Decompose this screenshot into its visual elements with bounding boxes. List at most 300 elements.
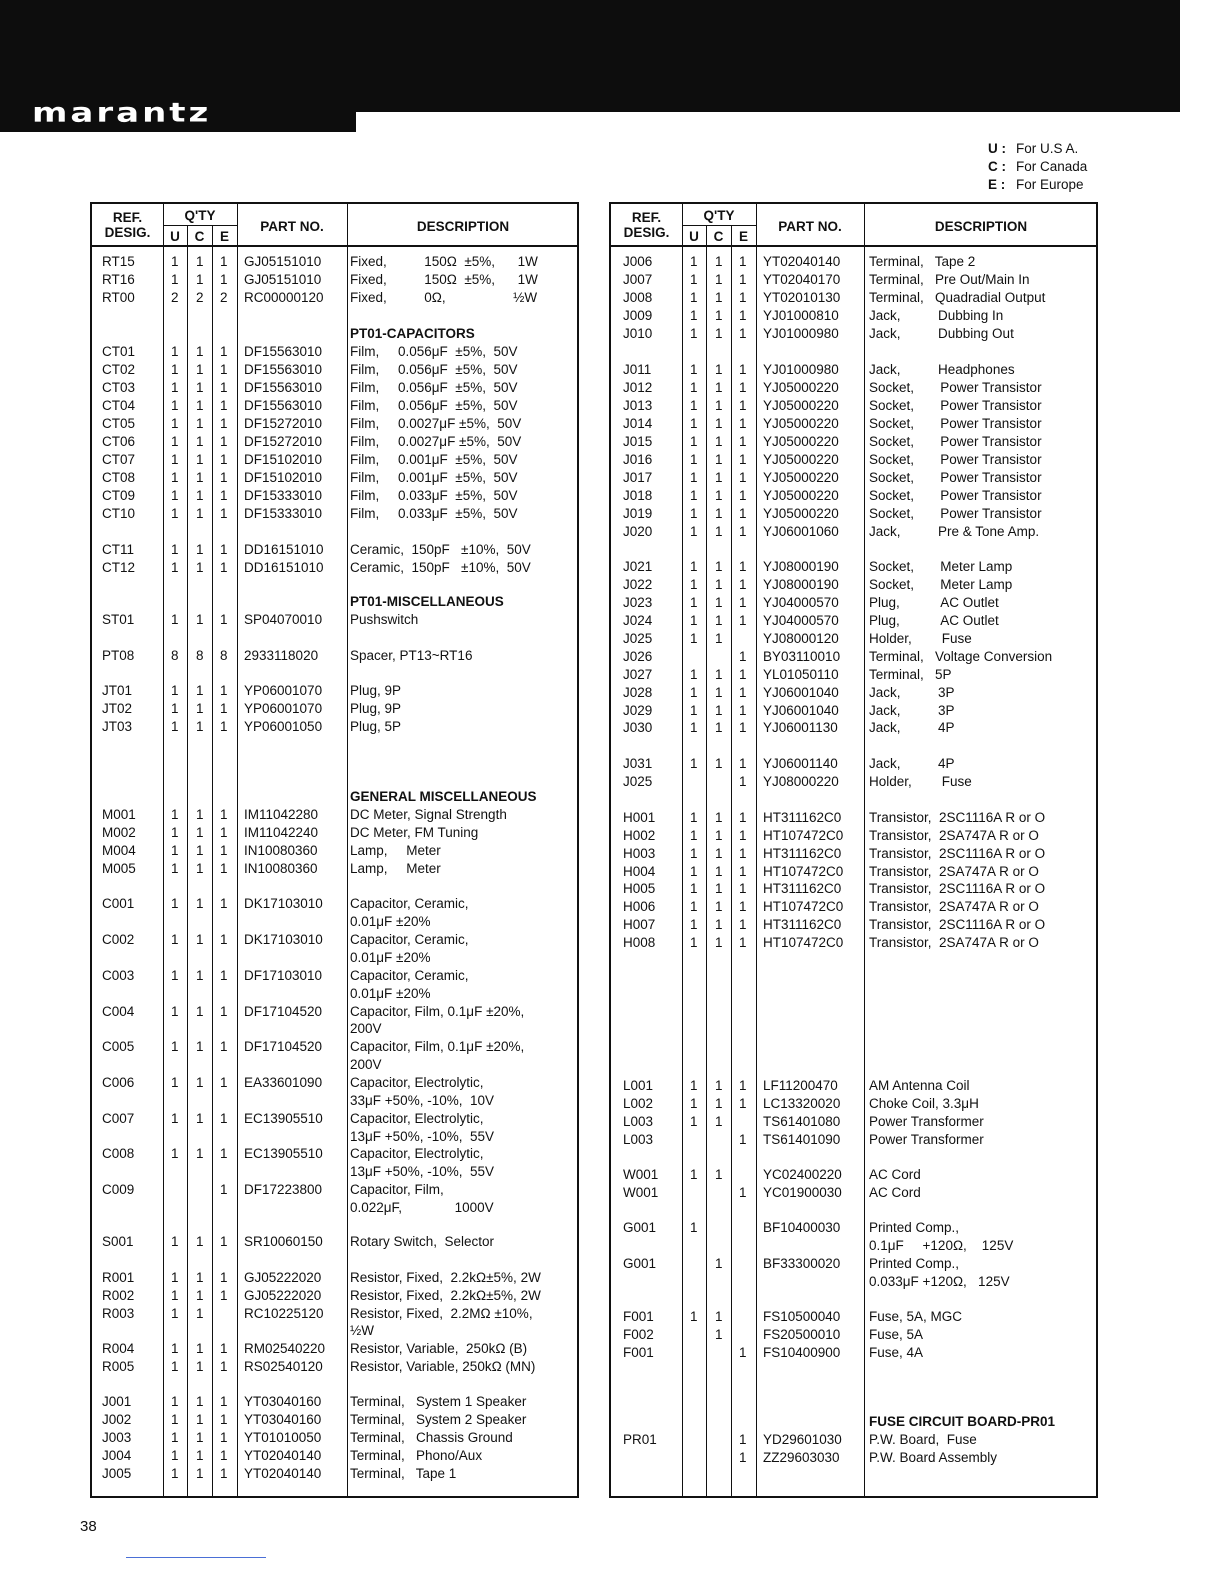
- header-desig: DESIG.: [623, 225, 670, 240]
- cell-part-no: HT107472C0: [763, 828, 844, 843]
- cell-qty-u: 1: [171, 488, 179, 503]
- table-row: [611, 379, 1096, 397]
- table-row: [92, 985, 577, 1003]
- cell-part-no: YC01900030: [763, 1185, 842, 1200]
- cell-qty-u: 1: [171, 434, 179, 449]
- table-row: [611, 576, 1096, 594]
- cell-qty-e: 1: [739, 1432, 747, 1447]
- cell-qty-e: 1: [739, 506, 747, 521]
- cell-qty-c: 1: [196, 701, 204, 716]
- cell-ref: CT10: [102, 506, 136, 521]
- cell-qty-e: 1: [739, 308, 747, 323]
- cell-description: Terminal, Phono/Aux: [350, 1448, 483, 1463]
- cell-qty-c: 1: [715, 380, 723, 395]
- cell-qty-e: 1: [739, 1096, 747, 1111]
- cell-ref: JT03: [102, 719, 133, 734]
- cell-qty-u: 1: [171, 1270, 179, 1285]
- table-row: [611, 451, 1096, 469]
- table-row: [92, 949, 577, 967]
- cell-qty-c: 1: [196, 272, 204, 287]
- table-row: [611, 934, 1096, 952]
- table-row: [611, 898, 1096, 916]
- cell-qty-u: 1: [171, 612, 179, 627]
- table-row: [611, 666, 1096, 684]
- table-row: [92, 1358, 577, 1376]
- cell-ref: C007: [102, 1111, 135, 1126]
- cell-qty-u: 1: [171, 1430, 179, 1445]
- cell-qty-u: 1: [171, 861, 179, 876]
- cell-description: PT01-MISCELLANEOUS: [350, 594, 504, 609]
- cell-qty-u: 1: [171, 344, 179, 359]
- table-row: [92, 1128, 577, 1146]
- cell-qty-c: 1: [715, 452, 723, 467]
- cell-qty-u: 1: [690, 434, 698, 449]
- cell-qty-u: 1: [690, 416, 698, 431]
- cell-ref: R001: [102, 1270, 135, 1285]
- cell-qty-u: 1: [171, 1448, 179, 1463]
- cell-ref: J012: [623, 380, 653, 395]
- cell-description: Transistor, 2SA747A R or O: [869, 828, 1039, 843]
- header-u: U: [689, 229, 699, 244]
- cell-ref: W001: [623, 1185, 659, 1200]
- cell-qty-c: 1: [715, 703, 723, 718]
- table-row: [92, 1199, 577, 1217]
- cell-part-no: DK17103010: [244, 896, 323, 911]
- cell-qty-c: 1: [715, 810, 723, 825]
- table-row: [611, 1326, 1096, 1344]
- cell-qty-c: 1: [196, 542, 204, 557]
- cell-description: Transistor, 2SA747A R or O: [869, 864, 1039, 879]
- cell-description: Fuse, 4A: [869, 1345, 924, 1360]
- header-c: C: [194, 229, 205, 244]
- cell-part-no: YT02040140: [763, 254, 841, 269]
- cell-description: Film, 0.033μF ±5%, 50V: [350, 488, 518, 503]
- cell-qty-u: 1: [690, 290, 698, 305]
- cell-qty-e: 1: [220, 1004, 228, 1019]
- cell-qty-e: 1: [739, 649, 747, 664]
- cell-description: Pushswitch: [350, 612, 419, 627]
- table-row: [611, 594, 1096, 612]
- cell-qty-e: 1: [739, 667, 747, 682]
- cell-ref: CT09: [102, 488, 136, 503]
- cell-qty-u: 1: [690, 1096, 698, 1111]
- cell-description: AM Antenna Coil: [869, 1078, 970, 1093]
- table-row: [92, 788, 577, 806]
- cell-qty-c: 1: [196, 254, 204, 269]
- cell-qty-u: 1: [690, 326, 698, 341]
- cell-ref: C001: [102, 896, 135, 911]
- cell-part-no: HT107472C0: [763, 899, 844, 914]
- table-row: [92, 682, 577, 700]
- table-row: [92, 1092, 577, 1110]
- cell-ref: C008: [102, 1146, 135, 1161]
- cell-qty-c: 1: [196, 1146, 204, 1161]
- cell-qty-u: 1: [690, 667, 698, 682]
- cell-qty-e: 1: [739, 398, 747, 413]
- cell-ref: M005: [102, 861, 136, 876]
- table-row: [611, 773, 1096, 791]
- cell-qty-c: 1: [715, 828, 723, 843]
- cell-qty-u: 1: [690, 720, 698, 735]
- cell-qty-c: 1: [196, 683, 204, 698]
- cell-part-no: HT311162C0: [763, 810, 842, 825]
- cell-ref: J001: [102, 1394, 132, 1409]
- cell-description: Jack, Dubbing In: [869, 308, 1004, 323]
- cell-ref: J004: [102, 1448, 132, 1463]
- cell-part-no: DF15272010: [244, 434, 323, 449]
- cell-part-no: DF15563010: [244, 398, 323, 413]
- cell-qty-u: 1: [690, 398, 698, 413]
- cell-qty-c: 1: [715, 1114, 723, 1129]
- cell-description: Film, 0.001μF ±5%, 50V: [350, 452, 518, 467]
- cell-description: 0.1μF +120Ω, 125V: [869, 1238, 1014, 1253]
- cell-part-no: GJ05222020: [244, 1288, 322, 1303]
- cell-description: Fixed, 150Ω ±5%, 1W: [350, 272, 538, 287]
- cell-description: 13μF +50%, -10%, 55V: [350, 1164, 494, 1179]
- table-row: [92, 806, 577, 824]
- cell-part-no: DF15333010: [244, 506, 323, 521]
- cell-ref: G001: [623, 1256, 657, 1271]
- cell-part-no: YJ06001130: [763, 720, 838, 735]
- cell-qty-c: 1: [196, 1466, 204, 1481]
- table-row: [92, 415, 577, 433]
- table-row: [611, 1344, 1096, 1362]
- cell-description: Transistor, 2SC1116A R or O: [869, 810, 1046, 825]
- cell-ref: M001: [102, 807, 136, 822]
- cell-qty-e: 1: [739, 774, 747, 789]
- cell-description: Transistor, 2SA747A R or O: [869, 899, 1039, 914]
- cell-qty-e: 1: [220, 1111, 228, 1126]
- table-row: [92, 718, 577, 736]
- cell-qty-u: 1: [171, 1341, 179, 1356]
- cell-ref: J010: [623, 326, 653, 341]
- cell-qty-e: 1: [739, 881, 747, 896]
- cell-qty-c: 1: [715, 290, 723, 305]
- cell-ref: CT04: [102, 398, 136, 413]
- cell-qty-c: 1: [196, 416, 204, 431]
- cell-qty-c: 1: [196, 1111, 204, 1126]
- cell-qty-e: 1: [220, 506, 228, 521]
- cell-ref: C009: [102, 1182, 135, 1197]
- cell-qty-u: 1: [171, 1466, 179, 1481]
- cell-description: Jack, 4P: [869, 756, 955, 771]
- cell-qty-u: 1: [171, 470, 179, 485]
- cell-qty-c: 1: [715, 398, 723, 413]
- cell-description: Capacitor, Electrolytic,: [350, 1111, 484, 1126]
- cell-qty-e: 1: [739, 452, 747, 467]
- cell-qty-u: 1: [690, 881, 698, 896]
- cell-qty-u: 1: [171, 1111, 179, 1126]
- parts-table-right: [609, 202, 1098, 1498]
- cell-part-no: DF15563010: [244, 380, 323, 395]
- cell-part-no: YJ05000220: [763, 470, 839, 485]
- cell-qty-c: 1: [715, 917, 723, 932]
- cell-qty-u: 1: [690, 899, 698, 914]
- cell-qty-u: 1: [171, 1075, 179, 1090]
- cell-part-no: YJ06001060: [763, 524, 839, 539]
- cell-description: Capacitor, Film, 0.1μF ±20%,: [350, 1039, 525, 1054]
- cell-ref: J008: [623, 290, 653, 305]
- cell-ref: J007: [623, 272, 653, 287]
- cell-description: Fixed, 150Ω ±5%, 1W: [350, 254, 538, 269]
- cell-description: Transistor, 2SA747A R or O: [869, 935, 1039, 950]
- table-row: [611, 827, 1096, 845]
- table-row: [611, 1077, 1096, 1095]
- cell-ref: J023: [623, 595, 653, 610]
- cell-description: Resistor, Variable, 250kΩ (MN): [350, 1359, 536, 1374]
- cell-qty-e: 1: [739, 416, 747, 431]
- cell-qty-e: 1: [739, 434, 747, 449]
- cell-ref: J019: [623, 506, 653, 521]
- table-row: [611, 809, 1096, 827]
- table-row: [92, 271, 577, 289]
- cell-ref: CT01: [102, 344, 136, 359]
- cell-qty-u: 1: [171, 452, 179, 467]
- cell-part-no: GJ05151010: [244, 254, 322, 269]
- cell-qty-u: 1: [171, 843, 179, 858]
- cell-qty-e: 1: [739, 917, 747, 932]
- cell-description: Plug, AC Outlet: [869, 595, 999, 610]
- cell-qty-u: 1: [690, 308, 698, 323]
- cell-qty-c: 1: [196, 1288, 204, 1303]
- cell-part-no: YJ08000190: [763, 559, 839, 574]
- cell-description: Terminal, System 2 Speaker: [350, 1412, 527, 1427]
- legend-row-e: E : For Europe: [988, 177, 1084, 192]
- cell-part-no: EC13905510: [244, 1146, 323, 1161]
- cell-qty-e: 1: [220, 254, 228, 269]
- cell-ref: J020: [623, 524, 653, 539]
- cell-qty-u: 1: [690, 864, 698, 879]
- cell-description: Terminal, Tape 1: [350, 1466, 457, 1481]
- cell-description: Fuse, 5A: [869, 1327, 924, 1342]
- cell-ref: J025: [623, 631, 653, 646]
- cell-description: AC Cord: [869, 1167, 921, 1182]
- cell-description: Capacitor, Electrolytic,: [350, 1075, 484, 1090]
- cell-ref: J009: [623, 308, 653, 323]
- footer-rule: [126, 1557, 266, 1558]
- cell-qty-u: 1: [171, 1306, 179, 1321]
- cell-description: Socket, Power Transistor: [869, 488, 1042, 503]
- cell-qty-c: 1: [196, 506, 204, 521]
- region-legend: [988, 140, 1087, 194]
- cell-qty-e: 1: [220, 470, 228, 485]
- cell-part-no: BF10400030: [763, 1220, 841, 1235]
- cell-qty-c: 1: [196, 1075, 204, 1090]
- cell-description: 0.033μF +120Ω, 125V: [869, 1274, 1010, 1289]
- cell-part-no: BY03110010: [763, 649, 841, 664]
- cell-description: Socket, Power Transistor: [869, 380, 1042, 395]
- cell-description: Spacer, PT13~RT16: [350, 648, 473, 663]
- table-row: [611, 361, 1096, 379]
- cell-description: Fixed, 0Ω, ½W: [350, 290, 538, 305]
- cell-part-no: YT03040160: [244, 1394, 322, 1409]
- table-row: [92, 1269, 577, 1287]
- cell-part-no: YJ08000190: [763, 577, 839, 592]
- cell-part-no: FS10400900: [763, 1345, 841, 1360]
- table-row: [92, 253, 577, 271]
- cell-ref: J003: [102, 1430, 132, 1445]
- cell-part-no: ZZ29603030: [763, 1450, 840, 1465]
- cell-qty-e: 1: [220, 807, 228, 822]
- cell-part-no: IN10080360: [244, 861, 318, 876]
- cell-qty-u: 1: [171, 1039, 179, 1054]
- cell-part-no: RC00000120: [244, 290, 324, 305]
- cell-description: Socket, Power Transistor: [869, 452, 1042, 467]
- cell-ref: L003: [623, 1132, 654, 1147]
- cell-qty-e: 1: [220, 683, 228, 698]
- cell-description: Film, 0.056μF ±5%, 50V: [350, 380, 518, 395]
- table-row: [611, 880, 1096, 898]
- cell-part-no: RS02540120: [244, 1359, 323, 1374]
- cell-qty-c: 1: [715, 506, 723, 521]
- cell-qty-u: 1: [690, 559, 698, 574]
- cell-qty-c: 1: [715, 881, 723, 896]
- cell-qty-u: 1: [690, 254, 698, 269]
- cell-qty-c: 1: [715, 559, 723, 574]
- cell-qty-e: 1: [739, 846, 747, 861]
- cell-qty-e: 1: [739, 899, 747, 914]
- cell-part-no: DK17103010: [244, 932, 323, 947]
- cell-description: Film, 0.056μF ±5%, 50V: [350, 344, 518, 359]
- cell-qty-c: 1: [196, 1430, 204, 1445]
- table-row: [611, 523, 1096, 541]
- cell-qty-u: 1: [171, 1412, 179, 1427]
- cell-ref: R003: [102, 1306, 135, 1321]
- table-row: [611, 289, 1096, 307]
- page-number: 38: [80, 1518, 97, 1535]
- cell-qty-u: 1: [171, 932, 179, 947]
- cell-qty-u: 1: [690, 810, 698, 825]
- cell-qty-c: 1: [196, 434, 204, 449]
- cell-qty-e: 1: [739, 864, 747, 879]
- header-ref: REF.: [112, 210, 143, 225]
- cell-part-no: DF15102010: [244, 452, 323, 467]
- cell-qty-e: 1: [220, 1466, 228, 1481]
- cell-qty-u: 1: [171, 380, 179, 395]
- cell-part-no: EA33601090: [244, 1075, 323, 1090]
- cell-part-no: YT03040160: [244, 1412, 322, 1427]
- cell-qty-e: 1: [220, 968, 228, 983]
- header-part-no: PART NO.: [260, 219, 324, 234]
- cell-ref: J015: [623, 434, 653, 449]
- table-row: [611, 1095, 1096, 1113]
- cell-part-no: YJ05000220: [763, 398, 839, 413]
- cell-ref: J005: [102, 1466, 132, 1481]
- cell-qty-c: 1: [715, 935, 723, 950]
- cell-qty-e: 1: [220, 1234, 228, 1249]
- table-row: [92, 913, 577, 931]
- cell-qty-u: 1: [171, 683, 179, 698]
- cell-description: Holder, Fuse: [869, 774, 972, 789]
- cell-part-no: SP04070010: [244, 612, 323, 627]
- cell-ref: JT01: [102, 683, 133, 698]
- cell-description: Terminal, Voltage Conversion: [869, 649, 1053, 664]
- cell-part-no: YC02400220: [763, 1167, 842, 1182]
- cell-part-no: GJ05151010: [244, 272, 322, 287]
- table-row: [92, 1038, 577, 1056]
- cell-part-no: FS20500010: [763, 1327, 841, 1342]
- table-row: [611, 1113, 1096, 1131]
- cell-qty-c: 1: [196, 452, 204, 467]
- cell-part-no: HT107472C0: [763, 864, 844, 879]
- cell-qty-u: 1: [171, 1288, 179, 1303]
- cell-ref: L003: [623, 1114, 654, 1129]
- table-row: [92, 842, 577, 860]
- table-row: [92, 860, 577, 878]
- cell-qty-e: 1: [220, 896, 228, 911]
- cell-qty-u: 1: [171, 807, 179, 822]
- cell-qty-c: 1: [715, 1309, 723, 1324]
- cell-qty-u: 1: [171, 825, 179, 840]
- cell-part-no: DF15272010: [244, 416, 323, 431]
- cell-qty-e: 1: [739, 685, 747, 700]
- cell-qty-e: 1: [739, 380, 747, 395]
- cell-qty-u: 1: [171, 362, 179, 377]
- cell-qty-e: 1: [220, 542, 228, 557]
- cell-description: Jack, 3P: [869, 703, 955, 718]
- cell-part-no: LC13320020: [763, 1096, 841, 1111]
- cell-description: Film, 0.0027μF ±5%, 50V: [350, 434, 522, 449]
- cell-ref: J006: [623, 254, 653, 269]
- cell-qty-e: 1: [739, 613, 747, 628]
- cell-qty-e: 1: [739, 1450, 747, 1465]
- cell-ref: R004: [102, 1341, 135, 1356]
- cell-qty-c: 1: [715, 720, 723, 735]
- cell-description: 200V: [350, 1021, 382, 1036]
- cell-qty-c: 1: [715, 595, 723, 610]
- cell-ref: J025: [623, 774, 653, 789]
- cell-ref: L001: [623, 1078, 654, 1093]
- cell-qty-u: 1: [690, 703, 698, 718]
- cell-qty-e: 1: [739, 559, 747, 574]
- top-black-bar: [0, 0, 1180, 112]
- cell-part-no: YJ08000220: [763, 774, 839, 789]
- cell-description: Film, 0.056μF ±5%, 50V: [350, 398, 518, 413]
- cell-ref: M004: [102, 843, 136, 858]
- cell-qty-c: 1: [196, 861, 204, 876]
- cell-qty-e: 1: [220, 560, 228, 575]
- cell-qty-c: 1: [196, 380, 204, 395]
- table-row: [92, 1110, 577, 1128]
- cell-ref: J014: [623, 416, 653, 431]
- cell-description: Plug, 5P: [350, 719, 402, 734]
- cell-qty-e: 1: [220, 1288, 228, 1303]
- cell-ref: CT05: [102, 416, 136, 431]
- cell-qty-e: 1: [220, 272, 228, 287]
- header-description: DESCRIPTION: [416, 219, 510, 234]
- table-row: [611, 1184, 1096, 1202]
- cell-part-no: YT02040140: [244, 1466, 322, 1481]
- header-e: E: [219, 229, 229, 244]
- cell-qty-u: 1: [690, 380, 698, 395]
- cell-part-no: YT02040140: [244, 1448, 322, 1463]
- cell-qty-u: 1: [171, 1394, 179, 1409]
- cell-qty-c: 1: [196, 807, 204, 822]
- cell-qty-u: 1: [690, 1078, 698, 1093]
- cell-ref: J030: [623, 720, 653, 735]
- cell-description: Jack, Dubbing Out: [869, 326, 1014, 341]
- cell-qty-c: 1: [196, 344, 204, 359]
- cell-qty-c: 1: [715, 1078, 723, 1093]
- table-row: [611, 558, 1096, 576]
- cell-part-no: DF17104520: [244, 1004, 323, 1019]
- cell-part-no: GJ05222020: [244, 1270, 322, 1285]
- cell-description: 0.01μF ±20%: [350, 986, 431, 1001]
- cell-ref: H002: [623, 828, 656, 843]
- cell-description: Ceramic, 150pF ±10%, 50V: [350, 560, 531, 575]
- cell-qty-c: 1: [196, 968, 204, 983]
- cell-qty-c: 1: [715, 756, 723, 771]
